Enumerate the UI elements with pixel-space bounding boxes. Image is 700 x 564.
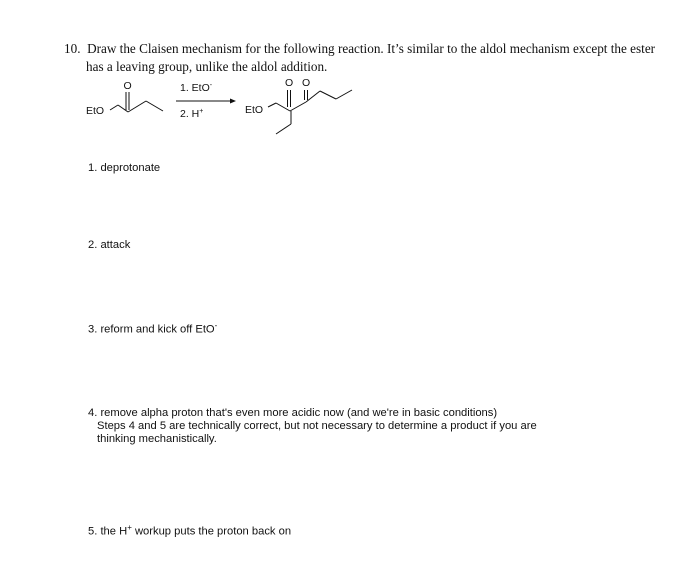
product-structure [245, 77, 352, 134]
step-4-line-3: thinking mechanistically. [97, 433, 217, 445]
product-bond [320, 91, 336, 99]
reaction-arrow-head [230, 99, 236, 104]
reactant-eto-label: EtO [86, 105, 105, 117]
step-5-charge: + [127, 523, 132, 532]
step-3-charge: - [214, 321, 218, 330]
question-text [64, 40, 664, 76]
step-3-text: 3. reform and kick off EtO [88, 323, 215, 336]
question-line-2: has a leaving group, unlike the aldol addition. [86, 59, 328, 74]
reagent-1: 1. EtO- [180, 82, 213, 94]
product-branch-bond [276, 124, 291, 134]
step-5-suffix: workup puts the proton back on [131, 525, 292, 538]
product-oxygen-1: O [285, 77, 294, 89]
reaction-scheme [80, 76, 380, 146]
reactant-bond [110, 105, 118, 110]
step-4 [88, 407, 537, 446]
product-bond [290, 102, 306, 111]
product-bond [336, 90, 352, 99]
step-4-line-2: Steps 4 and 5 are technically correct, but not necessary to determine a product if you are [97, 420, 537, 432]
product-oxygen-2: O [302, 77, 311, 89]
reactant-bond [128, 101, 146, 112]
step-4-line-1: 4. remove alpha proton that's even more acidic now (and we're in basic conditions) [88, 407, 498, 419]
step-5-prefix: 5. the H [88, 525, 128, 538]
reactant-structure [86, 80, 163, 117]
reagent-2: 2. H+ [180, 108, 204, 120]
question-number: 10. [64, 41, 81, 56]
question-prompt: Draw the Claisen mechanism for the following reaction. It’s similar to the aldol mechanism except the ester [87, 41, 656, 56]
reaction-conditions [176, 82, 236, 120]
step-5 [88, 521, 291, 539]
product-bond [268, 103, 276, 107]
step-2: 2. attack [88, 239, 131, 251]
step-3 [88, 319, 217, 337]
step-1: 1. deprotonate [88, 162, 161, 174]
product-bond [306, 91, 320, 102]
product-eto-label: EtO [245, 104, 264, 116]
reactant-bond [146, 101, 163, 111]
reactant-oxygen-label: O [123, 80, 132, 92]
question-line-1 [64, 40, 664, 58]
